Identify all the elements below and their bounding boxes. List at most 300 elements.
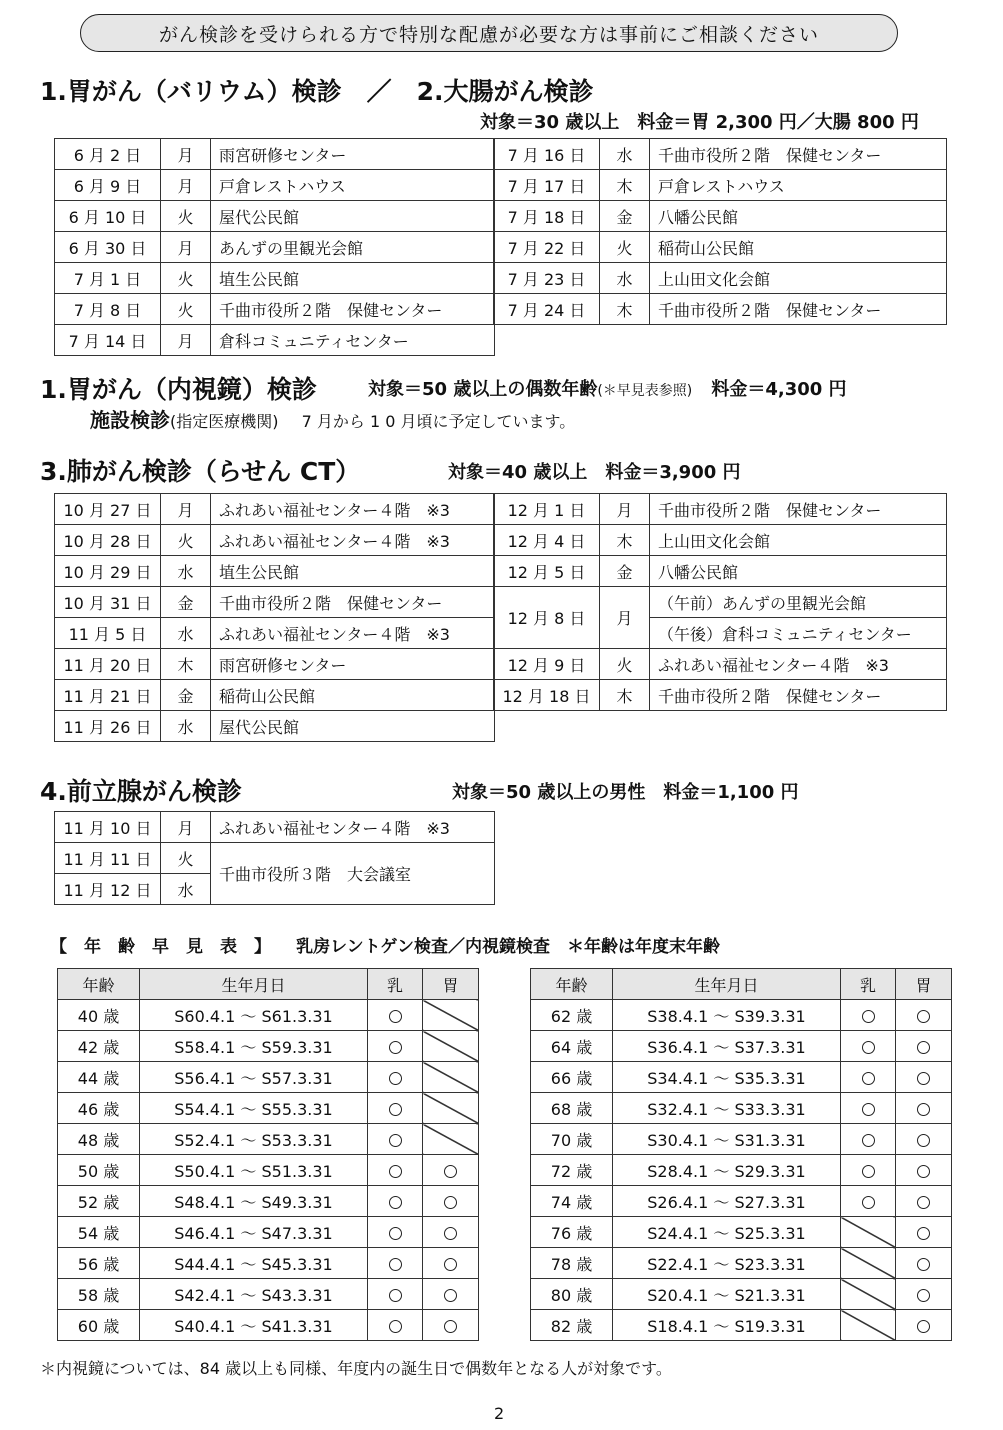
age-cell: 76 歳 [531, 1217, 613, 1248]
birthdate-range-cell: S22.4.1 ～ S23.3.31 [613, 1248, 841, 1279]
schedule-row [494, 525, 947, 556]
page-number: 2 [494, 1404, 505, 1423]
eligible-circle-icon [389, 1196, 402, 1209]
schedule-row [494, 587, 947, 618]
schedule-date: 12 月 1 日 [494, 494, 600, 525]
schedule-date: 10 月 28 日 [55, 525, 161, 556]
birthdate-range-cell: S60.4.1 ～ S61.3.31 [140, 1000, 368, 1031]
schedule-place: あんずの里観光会館 [211, 232, 495, 263]
age-chart-row [531, 1248, 952, 1279]
schedule-date: 7 月 16 日 [494, 139, 600, 170]
stomach-exam-cell-not-applicable [423, 1000, 479, 1031]
eligible-circle-icon [917, 1196, 930, 1209]
schedule-date: 7 月 24 日 [494, 294, 600, 325]
schedule-weekday: 木 [161, 649, 211, 680]
schedule-weekday: 火 [161, 525, 211, 556]
age-cell: 80 歳 [531, 1279, 613, 1310]
schedule-date: 11 月 12 日 [55, 874, 161, 905]
barium-schedule-left [54, 138, 495, 356]
age-chart-column-header: 生年月日 [140, 969, 368, 1000]
breast-exam-cell [368, 1186, 423, 1217]
schedule-weekday: 水 [600, 139, 650, 170]
schedule-weekday: 月 [600, 587, 650, 649]
breast-exam-cell [841, 1155, 896, 1186]
age-chart-row [531, 1310, 952, 1341]
age-chart-column-header: 胃 [896, 969, 952, 1000]
schedule-row [494, 170, 947, 201]
schedule-row [494, 494, 947, 525]
eligible-circle-icon [917, 1072, 930, 1085]
eligible-circle-icon [917, 1289, 930, 1302]
age-cell: 70 歳 [531, 1124, 613, 1155]
schedule-date: 7 月 1 日 [55, 263, 161, 294]
schedule-weekday: 木 [600, 170, 650, 201]
facility-exam-note: 7 月から 1 0 月頃に予定しています。 [301, 412, 576, 431]
stomach-exam-cell [423, 1217, 479, 1248]
schedule-weekday: 火 [600, 649, 650, 680]
stomach-exam-cell [423, 1155, 479, 1186]
section-meta-lung: 対象＝40 歳以上 料金＝3,900 円 [448, 462, 741, 483]
schedule-place: 稲荷山公民館 [211, 680, 495, 711]
schedule-place: ふれあい福祉センター４階 ※3 [650, 649, 947, 680]
age-chart-column-header: 生年月日 [613, 969, 841, 1000]
age-chart-column-header: 乳 [841, 969, 896, 1000]
schedule-weekday: 月 [161, 325, 211, 356]
schedule-place: 上山田文化会館 [650, 525, 947, 556]
schedule-weekday: 火 [161, 294, 211, 325]
age-cell: 60 歳 [58, 1310, 140, 1341]
birthdate-range-cell: S58.4.1 ～ S59.3.31 [140, 1031, 368, 1062]
age-chart-right [530, 968, 952, 1341]
eligible-circle-icon [389, 1258, 402, 1271]
schedule-row [55, 711, 495, 742]
eligible-circle-icon [917, 1010, 930, 1023]
schedule-row [494, 232, 947, 263]
schedule-date: 11 月 21 日 [55, 680, 161, 711]
breast-exam-cell [841, 1000, 896, 1031]
section-title-endoscopy: 1.胃がん（内視鏡）検診 [40, 375, 317, 404]
birthdate-range-cell: S48.4.1 ～ S49.3.31 [140, 1186, 368, 1217]
schedule-row [55, 170, 495, 201]
breast-exam-cell-not-applicable [841, 1310, 896, 1341]
schedule-row [494, 649, 947, 680]
section-title-barium-colon: 1.胃がん（バリウム）検診 ／ 2.大腸がん検診 [40, 77, 594, 106]
age-chart-row [58, 1310, 479, 1341]
birthdate-range-cell: S40.4.1 ～ S41.3.31 [140, 1310, 368, 1341]
schedule-weekday: 火 [161, 843, 211, 874]
schedule-weekday: 月 [161, 139, 211, 170]
schedule-date: 12 月 4 日 [494, 525, 600, 556]
schedule-place: ふれあい福祉センター４階 ※3 [211, 812, 495, 843]
stomach-exam-cell-not-applicable [423, 1124, 479, 1155]
age-cell: 40 歳 [58, 1000, 140, 1031]
breast-exam-cell [368, 1217, 423, 1248]
schedule-row [55, 494, 495, 525]
schedule-place: ふれあい福祉センター４階 ※3 [211, 525, 495, 556]
breast-exam-cell [368, 1031, 423, 1062]
birthdate-range-cell: S24.4.1 ～ S25.3.31 [613, 1217, 841, 1248]
eligible-circle-icon [917, 1041, 930, 1054]
eligible-circle-icon [444, 1258, 457, 1271]
schedule-weekday: 木 [600, 294, 650, 325]
schedule-weekday: 金 [600, 556, 650, 587]
consultation-banner: がん検診を受けられる方で特別な配慮が必要な方は事前にご相談ください [80, 14, 898, 52]
age-cell: 48 歳 [58, 1124, 140, 1155]
schedule-place: 戸倉レストハウス [650, 170, 947, 201]
schedule-place: 屋代公民館 [211, 711, 495, 742]
schedule-weekday: 金 [161, 587, 211, 618]
birthdate-range-cell: S44.4.1 ～ S45.3.31 [140, 1248, 368, 1279]
age-chart-row [531, 1186, 952, 1217]
age-chart-row [58, 1124, 479, 1155]
breast-exam-cell [368, 1124, 423, 1155]
schedule-place: 千曲市役所２階 保健センター [650, 494, 947, 525]
schedule-place: 千曲市役所２階 保健センター [650, 294, 947, 325]
eligible-circle-icon [917, 1320, 930, 1333]
endoscopy-footnote: ＊内視鏡については、84 歳以上も同様、年度内の誕生日で偶数年となる人が対象です。 [40, 1359, 672, 1378]
stomach-exam-cell [423, 1248, 479, 1279]
age-cell: 62 歳 [531, 1000, 613, 1031]
age-chart-row [531, 1124, 952, 1155]
eligible-circle-icon [389, 1289, 402, 1302]
facility-exam-line [90, 404, 575, 433]
eligible-circle-icon [389, 1320, 402, 1333]
eligible-circle-icon [862, 1196, 875, 1209]
birthdate-range-cell: S28.4.1 ～ S29.3.31 [613, 1155, 841, 1186]
schedule-date: 11 月 11 日 [55, 843, 161, 874]
age-chart-row [58, 1062, 479, 1093]
age-cell: 66 歳 [531, 1062, 613, 1093]
eligible-circle-icon [917, 1227, 930, 1240]
schedule-date: 7 月 8 日 [55, 294, 161, 325]
schedule-date: 10 月 31 日 [55, 587, 161, 618]
eligible-circle-icon [389, 1041, 402, 1054]
schedule-weekday: 火 [161, 201, 211, 232]
schedule-weekday: 金 [161, 680, 211, 711]
schedule-row [55, 139, 495, 170]
endoscopy-meta [368, 375, 847, 401]
stomach-exam-cell [896, 1217, 952, 1248]
eligible-circle-icon [917, 1103, 930, 1116]
schedule-weekday: 金 [600, 201, 650, 232]
schedule-place: 埴生公民館 [211, 556, 495, 587]
breast-exam-cell [368, 1248, 423, 1279]
schedule-date: 7 月 17 日 [494, 170, 600, 201]
schedule-row [55, 812, 495, 843]
schedule-place-am: （午前）あんずの里観光会館 [650, 587, 947, 618]
facility-exam-label: 施設検診 [90, 408, 170, 432]
schedule-row [55, 649, 495, 680]
schedule-weekday: 月 [161, 494, 211, 525]
breast-exam-cell [841, 1124, 896, 1155]
schedule-weekday: 月 [161, 812, 211, 843]
eligible-circle-icon [862, 1010, 875, 1023]
breast-exam-cell-not-applicable [841, 1248, 896, 1279]
age-chart-column-header: 乳 [368, 969, 423, 1000]
age-cell: 56 歳 [58, 1248, 140, 1279]
schedule-row [55, 232, 495, 263]
schedule-weekday: 水 [600, 263, 650, 294]
schedule-date: 6 月 2 日 [55, 139, 161, 170]
age-chart-row [58, 1186, 479, 1217]
schedule-weekday: 月 [161, 170, 211, 201]
schedule-weekday: 月 [600, 494, 650, 525]
age-cell: 64 歳 [531, 1031, 613, 1062]
schedule-weekday: 水 [161, 556, 211, 587]
schedule-place-merged: 千曲市役所３階 大会議室 [211, 843, 495, 905]
schedule-place: 八幡公民館 [650, 556, 947, 587]
schedule-row [494, 263, 947, 294]
schedule-date: 10 月 27 日 [55, 494, 161, 525]
section-meta-barium-colon: 対象＝30 歳以上 料金＝胃 2,300 円／大腸 800 円 [480, 112, 919, 133]
schedule-date: 6 月 9 日 [55, 170, 161, 201]
age-cell: 54 歳 [58, 1217, 140, 1248]
age-chart-row [58, 1279, 479, 1310]
stomach-exam-cell [896, 1310, 952, 1341]
schedule-row [55, 680, 495, 711]
schedule-weekday: 火 [600, 232, 650, 263]
schedule-weekday: 水 [161, 874, 211, 905]
schedule-row [55, 325, 495, 356]
schedule-row [55, 201, 495, 232]
schedule-row [55, 587, 495, 618]
age-cell: 74 歳 [531, 1186, 613, 1217]
age-cell: 52 歳 [58, 1186, 140, 1217]
eligible-circle-icon [389, 1103, 402, 1116]
eligible-circle-icon [389, 1010, 402, 1023]
stomach-exam-cell [896, 1124, 952, 1155]
schedule-weekday: 水 [161, 618, 211, 649]
birthdate-range-cell: S26.4.1 ～ S27.3.31 [613, 1186, 841, 1217]
schedule-row [494, 556, 947, 587]
eligible-circle-icon [444, 1196, 457, 1209]
birthdate-range-cell: S32.4.1 ～ S33.3.31 [613, 1093, 841, 1124]
lung-schedule-left [54, 493, 495, 742]
eligible-circle-icon [917, 1134, 930, 1147]
endoscopy-target-note: (＊早見表参照) [597, 383, 693, 399]
breast-exam-cell [368, 1155, 423, 1186]
stomach-exam-cell [896, 1062, 952, 1093]
schedule-place: 屋代公民館 [211, 201, 495, 232]
stomach-exam-cell-not-applicable [423, 1062, 479, 1093]
schedule-date: 6 月 30 日 [55, 232, 161, 263]
facility-exam-paren: (指定医療機関) [170, 412, 279, 431]
schedule-date: 7 月 23 日 [494, 263, 600, 294]
breast-exam-cell [368, 1279, 423, 1310]
section-title-prostate: 4.前立腺がん検診 [40, 777, 242, 806]
age-cell: 68 歳 [531, 1093, 613, 1124]
breast-exam-cell [368, 1093, 423, 1124]
age-chart-header [50, 932, 720, 957]
eligible-circle-icon [444, 1289, 457, 1302]
eligible-circle-icon [917, 1165, 930, 1178]
schedule-date: 7 月 14 日 [55, 325, 161, 356]
schedule-date: 7 月 22 日 [494, 232, 600, 263]
section-title-lung: 3.肺がん検診（らせん CT） [40, 457, 361, 486]
schedule-row [55, 263, 495, 294]
schedule-place-pm: （午後）倉科コミュニティセンター [650, 618, 947, 649]
stomach-exam-cell [896, 1248, 952, 1279]
stomach-exam-cell [896, 1000, 952, 1031]
schedule-row [494, 139, 947, 170]
schedule-date: 12 月 8 日 [494, 587, 600, 649]
age-cell: 78 歳 [531, 1248, 613, 1279]
breast-exam-cell-not-applicable [841, 1279, 896, 1310]
endoscopy-fee: 料金＝4,300 円 [711, 379, 847, 400]
age-chart-column-header: 年齢 [58, 969, 140, 1000]
prostate-schedule [54, 811, 495, 905]
stomach-exam-cell-not-applicable [423, 1093, 479, 1124]
age-chart-column-header: 年齢 [531, 969, 613, 1000]
age-chart-column-header: 胃 [423, 969, 479, 1000]
schedule-place: 埴生公民館 [211, 263, 495, 294]
eligible-circle-icon [444, 1227, 457, 1240]
birthdate-range-cell: S56.4.1 ～ S57.3.31 [140, 1062, 368, 1093]
schedule-weekday: 火 [161, 263, 211, 294]
schedule-weekday: 月 [161, 232, 211, 263]
age-cell: 44 歳 [58, 1062, 140, 1093]
schedule-date: 11 月 20 日 [55, 649, 161, 680]
stomach-exam-cell [423, 1186, 479, 1217]
age-chart-left [57, 968, 479, 1341]
birthdate-range-cell: S34.4.1 ～ S35.3.31 [613, 1062, 841, 1093]
age-chart-row [531, 1000, 952, 1031]
age-cell: 72 歳 [531, 1155, 613, 1186]
eligible-circle-icon [389, 1072, 402, 1085]
schedule-weekday: 水 [161, 711, 211, 742]
stomach-exam-cell-not-applicable [423, 1031, 479, 1062]
schedule-date: 11 月 26 日 [55, 711, 161, 742]
age-cell: 42 歳 [58, 1031, 140, 1062]
schedule-date: 7 月 18 日 [494, 201, 600, 232]
age-chart-row [58, 1031, 479, 1062]
barium-schedule-right [493, 138, 947, 325]
age-chart-subtitle: 乳房レントゲン検査／内視鏡検査 ＊年齢は年度末年齢 [296, 937, 720, 957]
schedule-place: ふれあい福祉センター４階 ※3 [211, 494, 495, 525]
schedule-place: 千曲市役所２階 保健センター [650, 139, 947, 170]
schedule-place: 千曲市役所２階 保健センター [650, 680, 947, 711]
eligible-circle-icon [389, 1165, 402, 1178]
schedule-row [55, 294, 495, 325]
schedule-row [494, 201, 947, 232]
eligible-circle-icon [444, 1165, 457, 1178]
age-chart-row [531, 1217, 952, 1248]
schedule-row [494, 680, 947, 711]
age-cell: 46 歳 [58, 1093, 140, 1124]
schedule-date: 11 月 5 日 [55, 618, 161, 649]
schedule-place: 稲荷山公民館 [650, 232, 947, 263]
birthdate-range-cell: S36.4.1 ～ S37.3.31 [613, 1031, 841, 1062]
eligible-circle-icon [862, 1041, 875, 1054]
breast-exam-cell [368, 1310, 423, 1341]
age-chart-row [531, 1031, 952, 1062]
breast-exam-cell-not-applicable [841, 1217, 896, 1248]
age-chart-row [531, 1279, 952, 1310]
eligible-circle-icon [389, 1134, 402, 1147]
age-chart-row [531, 1155, 952, 1186]
breast-exam-cell [368, 1062, 423, 1093]
schedule-date: 11 月 10 日 [55, 812, 161, 843]
breast-exam-cell [841, 1093, 896, 1124]
schedule-place: 雨宮研修センター [211, 649, 495, 680]
eligible-circle-icon [862, 1165, 875, 1178]
section-meta-prostate: 対象＝50 歳以上の男性 料金＝1,100 円 [452, 782, 799, 803]
birthdate-range-cell: S20.4.1 ～ S21.3.31 [613, 1279, 841, 1310]
breast-exam-cell [841, 1062, 896, 1093]
age-chart-row [531, 1093, 952, 1124]
schedule-place: 八幡公民館 [650, 201, 947, 232]
stomach-exam-cell [896, 1155, 952, 1186]
schedule-place: 上山田文化会館 [650, 263, 947, 294]
schedule-row [55, 556, 495, 587]
eligible-circle-icon [444, 1320, 457, 1333]
schedule-row [494, 294, 947, 325]
stomach-exam-cell [896, 1186, 952, 1217]
age-chart-heading: 【 年 齢 早 見 表 】 [50, 937, 271, 957]
age-chart-row [531, 1062, 952, 1093]
schedule-date: 12 月 9 日 [494, 649, 600, 680]
schedule-date: 10 月 29 日 [55, 556, 161, 587]
birthdate-range-cell: S42.4.1 ～ S43.3.31 [140, 1279, 368, 1310]
stomach-exam-cell [896, 1031, 952, 1062]
age-chart-row [58, 1155, 479, 1186]
birthdate-range-cell: S18.4.1 ～ S19.3.31 [613, 1310, 841, 1341]
stomach-exam-cell [896, 1279, 952, 1310]
schedule-date: 6 月 10 日 [55, 201, 161, 232]
schedule-place: 雨宮研修センター [211, 139, 495, 170]
birthdate-range-cell: S52.4.1 ～ S53.3.31 [140, 1124, 368, 1155]
stomach-exam-cell [423, 1310, 479, 1341]
schedule-date: 12 月 18 日 [494, 680, 600, 711]
birthdate-range-cell: S50.4.1 ～ S51.3.31 [140, 1155, 368, 1186]
age-cell: 50 歳 [58, 1155, 140, 1186]
schedule-weekday: 木 [600, 680, 650, 711]
schedule-row [55, 525, 495, 556]
eligible-circle-icon [862, 1103, 875, 1116]
birthdate-range-cell: S54.4.1 ～ S55.3.31 [140, 1093, 368, 1124]
age-cell: 82 歳 [531, 1310, 613, 1341]
endoscopy-target: 対象＝50 歳以上の偶数年齢 [368, 379, 598, 400]
birthdate-range-cell: S46.4.1 ～ S47.3.31 [140, 1217, 368, 1248]
schedule-row [55, 618, 495, 649]
schedule-place: 倉科コミュニティセンター [211, 325, 495, 356]
schedule-row [55, 843, 495, 874]
breast-exam-cell [368, 1000, 423, 1031]
eligible-circle-icon [917, 1258, 930, 1271]
eligible-circle-icon [862, 1134, 875, 1147]
schedule-place: 千曲市役所２階 保健センター [211, 294, 495, 325]
birthdate-range-cell: S38.4.1 ～ S39.3.31 [613, 1000, 841, 1031]
age-chart-row [58, 1093, 479, 1124]
eligible-circle-icon [389, 1227, 402, 1240]
schedule-place: ふれあい福祉センター４階 ※3 [211, 618, 495, 649]
breast-exam-cell [841, 1186, 896, 1217]
schedule-date: 12 月 5 日 [494, 556, 600, 587]
schedule-place: 千曲市役所２階 保健センター [211, 587, 495, 618]
schedule-weekday: 木 [600, 525, 650, 556]
birthdate-range-cell: S30.4.1 ～ S31.3.31 [613, 1124, 841, 1155]
age-chart-row [58, 1000, 479, 1031]
eligible-circle-icon [862, 1072, 875, 1085]
age-chart-row [58, 1248, 479, 1279]
stomach-exam-cell [423, 1279, 479, 1310]
age-cell: 58 歳 [58, 1279, 140, 1310]
breast-exam-cell [841, 1031, 896, 1062]
lung-schedule-right [493, 493, 947, 711]
age-chart-row [58, 1217, 479, 1248]
stomach-exam-cell [896, 1093, 952, 1124]
schedule-place: 戸倉レストハウス [211, 170, 495, 201]
